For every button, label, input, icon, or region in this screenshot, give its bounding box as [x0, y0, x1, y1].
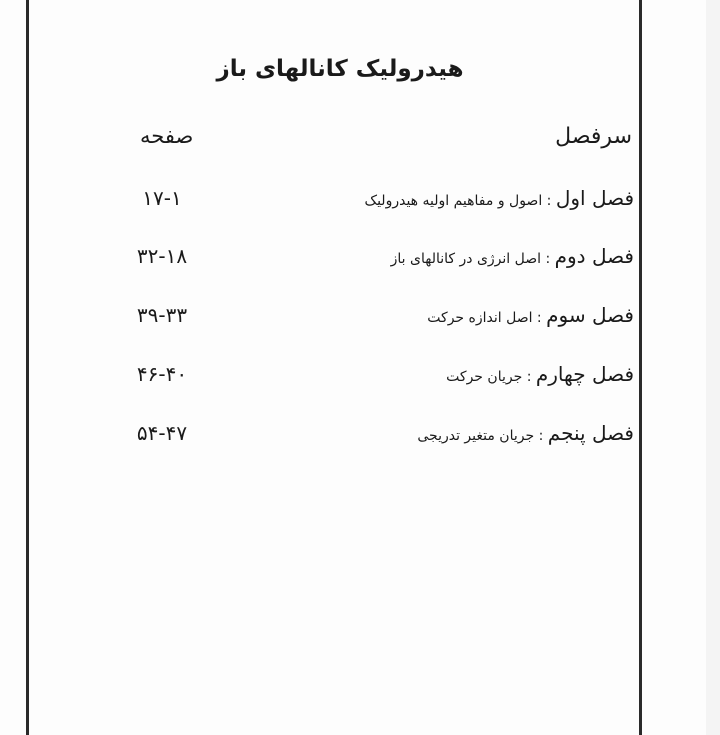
page-range: ۵۴-۴۷	[136, 421, 188, 445]
toc-entry	[446, 362, 634, 386]
page-range: ۱۷-۱	[142, 186, 182, 210]
toc-row	[100, 362, 634, 396]
page-range: ۴۶-۴۰	[136, 362, 188, 386]
page-range: ۳۹-۳۳	[136, 303, 188, 327]
separator: :	[541, 251, 555, 267]
chapter-topic: اصل اندازه حرکت	[427, 310, 533, 326]
page-range: ۳۲-۱۸	[136, 244, 188, 268]
chapter-number: فصل پنجم	[547, 421, 634, 445]
separator: :	[534, 428, 548, 444]
page-border-right	[639, 0, 642, 735]
separator: :	[522, 369, 536, 385]
toc-row	[100, 421, 634, 455]
chapter-topic: جریان حرکت	[446, 369, 523, 385]
document-title: هیدرولیک کانالهای باز	[216, 56, 464, 82]
page-column-header: صفحه	[140, 124, 194, 148]
chapter-number: فصل دوم	[554, 244, 634, 268]
toc-entry	[391, 244, 634, 268]
toc-row	[100, 186, 634, 220]
toc-row	[100, 244, 634, 278]
toc-entry	[417, 421, 634, 445]
toc-entry	[365, 186, 634, 210]
page-border-left	[26, 0, 29, 735]
section-column-header: سرفصل	[555, 124, 632, 149]
chapter-topic: جریان متغیر تدریجی	[417, 428, 535, 444]
chapter-number: فصل سوم	[546, 303, 634, 327]
chapter-number: فصل اول	[555, 186, 634, 210]
separator: :	[542, 193, 556, 209]
separator: :	[532, 310, 547, 326]
toc-entry	[427, 303, 634, 327]
chapter-number: فصل چهارم	[535, 362, 634, 386]
page-edge	[706, 0, 720, 735]
chapter-topic: اصل انرژی در کانالهای باز	[390, 251, 542, 267]
chapter-topic: اصول و مفاهیم اولیه هیدرولیک	[364, 193, 543, 209]
toc-row	[100, 303, 634, 337]
